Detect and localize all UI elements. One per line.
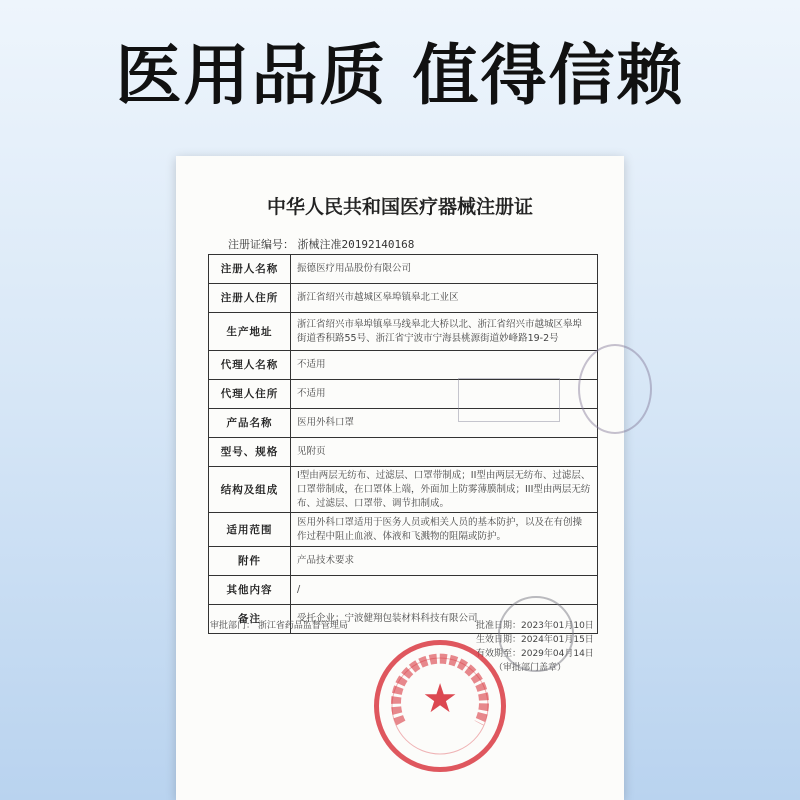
table-row: [209, 351, 598, 380]
row-label: 型号、规格: [209, 438, 291, 467]
table-row: [209, 513, 598, 547]
row-value: 见附页: [291, 438, 598, 467]
row-label: 其他内容: [209, 576, 291, 605]
row-value: 受托企业：宁波健翔包装材料科技有限公司: [291, 605, 598, 634]
table-row: [209, 438, 598, 467]
headline-banner: 医用品质 值得信赖: [115, 37, 685, 114]
approval-authority: [210, 618, 348, 631]
row-label: 注册人住所: [209, 284, 291, 313]
row-label: 适用范围: [209, 513, 291, 547]
certificate-title: 中华人民共和国医疗器械注册证: [266, 196, 533, 218]
row-label: 备注: [209, 605, 291, 634]
row-value: 医用外科口罩: [291, 409, 598, 438]
row-value: 浙江省绍兴市皋埠镇皋马线皋北大桥以北、浙江省绍兴市越城区皋埠街道香积路55号、浙江省宁波市宁海县桃源街道妙峰路19-2号: [291, 313, 598, 351]
row-label: 结构及组成: [209, 467, 291, 513]
registration-certificate: [176, 156, 624, 800]
registration-number-value: 浙械注准20192140168: [297, 238, 415, 251]
table-row: [209, 547, 598, 576]
seal-star-icon: ★: [422, 676, 458, 722]
expiry-date: 有效期至：2029年04月14日: [476, 649, 594, 659]
table-row: [209, 313, 598, 351]
authority-seal-icon: [498, 596, 574, 672]
table-row: [209, 284, 598, 313]
approval-value: 浙江省药品监督管理局: [257, 621, 348, 631]
row-label: 注册人名称: [209, 255, 291, 284]
approval-date: 批准日期：2023年01月10日: [476, 621, 594, 631]
row-label: 产品名称: [209, 409, 291, 438]
row-value: /: [291, 576, 598, 605]
table-row: [209, 467, 598, 513]
row-value: 产品技术要求: [291, 547, 598, 576]
edge-seal-icon: [578, 344, 652, 434]
row-value: 振德医疗用品股份有限公司: [291, 255, 598, 284]
registration-number: [228, 236, 414, 252]
issue-date: 生效日期：2024年01月15日: [476, 635, 594, 645]
company-seal-icon: [374, 640, 506, 772]
seal-note: （审批部门盖章）: [494, 663, 567, 673]
row-value: 浙江省绍兴市越城区皋埠镇皋北工业区: [291, 284, 598, 313]
registration-number-label: 注册证编号：: [228, 238, 294, 251]
table-row: [209, 255, 598, 284]
certificate-table: [208, 254, 598, 634]
row-value: 医用外科口罩适用于医务人员或相关人员的基本防护，以及在有创操作过程中阻止血液、体液和飞溅物的阻隔或防护。: [291, 513, 598, 547]
row-label: 附件: [209, 547, 291, 576]
row-label: 生产地址: [209, 313, 291, 351]
approval-label: 审批部门：: [210, 621, 256, 631]
row-value: 不适用: [291, 380, 598, 409]
row-value: I型由两层无纺布、过滤层、口罩带制成；II型由两层无纺布、过滤层、口罩带制成，在口罩体上端，外面加上防雾薄膜制成；III型由两层无纺布、过滤层、口罩带、调节扣制成。: [291, 467, 598, 513]
row-label: 代理人住所: [209, 380, 291, 409]
row-label: 代理人名称: [209, 351, 291, 380]
rectangular-stamp-icon: [458, 378, 560, 422]
row-value: 不适用: [291, 351, 598, 380]
